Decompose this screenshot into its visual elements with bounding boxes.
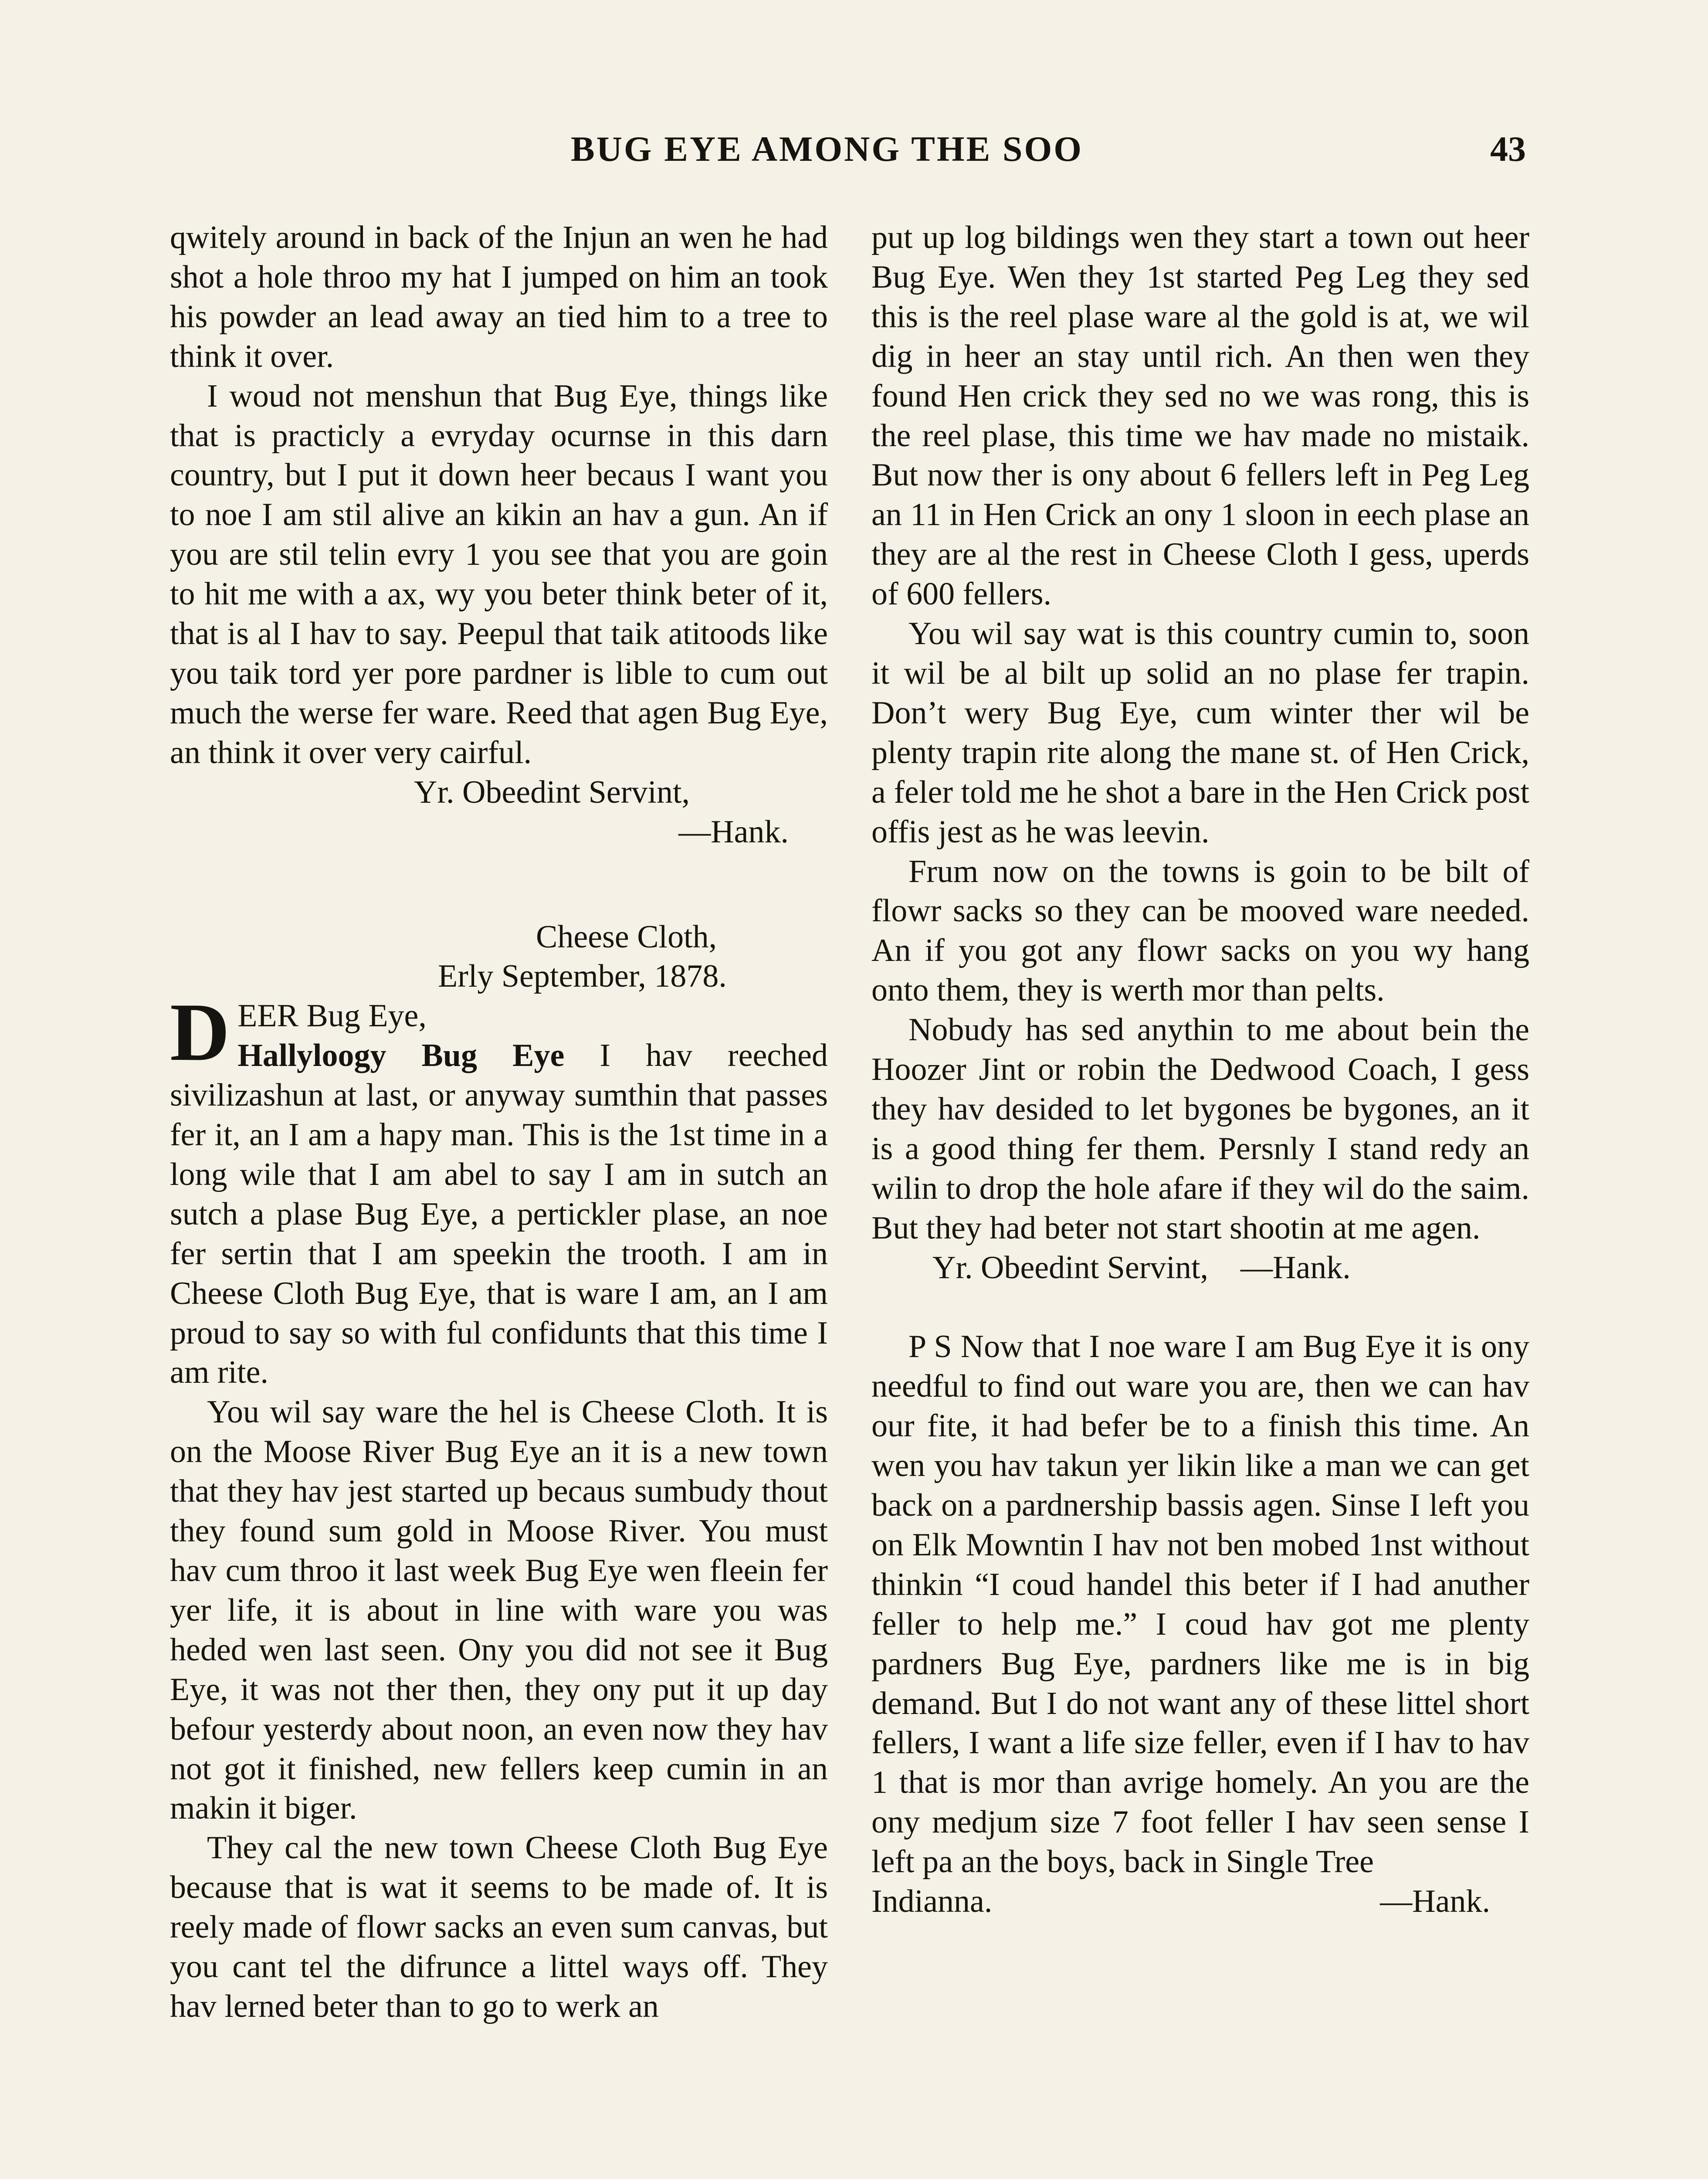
drop-cap: D [170, 987, 230, 1079]
dateline-place: Cheese Cloth, [536, 919, 717, 955]
right-column [871, 218, 1529, 1921]
letter-closing: Yr. Obeedint Servint, [932, 1249, 1209, 1286]
paragraph: I hav reeched sivilizashun at last, or anyway sumthin that passes fer it, an I am a hapy man. This is the 1st time in a long wile that I am abel to say I am in sutch an sutch a plase Bug Eye, a pertickler plase, an noe fer sertin that I am speekin the trooth. I am in Cheese Cloth Bug Eye, that is ware I am, an I am proud to say so with ful confidunts that this time I am rite. [170, 1038, 828, 1391]
dateline-date: Erly September, 1878. [438, 958, 727, 994]
paragraph: qwitely around in back of the Injun an wen he had shot a hole throo my hat I jumped on him an took his powder an lead away an tied him to a tree to think it over. [170, 220, 828, 374]
postscript-signature: —Hank. [1380, 1884, 1490, 1920]
postscript-end [871, 1882, 1529, 1921]
letter-closing: Yr. Obeedint Servint, [414, 774, 690, 810]
paragraph: You wil say ware the hel is Cheese Cloth. It is on the Moose River Bug Eye an it is a new town that they hav jest started up becaus sumbudy thout they found sum gold in Moose River. You must hav cum throo it last week Bug Eye wen fleein fer yer life, it is about in line with ware you was heded wen last seen. Ony you did not see it Bug Eye, it was not ther then, they ony put it up day befour yesterdy about noon, an even now they hav not got it finished, new fellers keep cumin in an makin it biger. [170, 1394, 828, 1826]
page-number: 43 [1490, 129, 1526, 169]
salutation: EER Bug Eye, [237, 998, 427, 1034]
paragraph: Nobudy has sed anythin to me about bein the Hoozer Jint or robin the Dedwood Coach, I gess they hav desided to let bygones be bygones, an it is a good thing fer them. Persnly I stand redy an wilin to drop the hole afare if they wil do the saim. But they had beter not start shootin at me agen. [871, 1012, 1529, 1246]
paragraph: put up log bildings wen they start a town out heer Bug Eye. Wen they 1st started Peg Leg they sed this is the reel plase ware al the gold is at, we wil dig in heer an stay until rich. An then wen they found Hen crick they sed no we was rong, this is the reel plase, this time we hav made no mistaik. But now ther is ony about 6 fellers left in Peg Leg an 11 in Hen Crick an ony 1 sloon in eech plase an they are al the rest in Cheese Cloth I gess, uperds of 600 fellers. [871, 220, 1529, 612]
paragraph: You wil say wat is this country cumin to, soon it wil be al bilt up solid an no plase fer trapin. Don’t wery Bug Eye, cum winter ther wil be plenty trapin rite along the mane st. of Hen Crick, a feler told me he shot a bare in the Hen Crick post offis jest as he was leevin. [871, 616, 1529, 850]
postscript: P S Now that I noe ware I am Bug Eye it is ony needful to find out ware you are, then we can hav our fite, it had befer be to a finish this time. An wen you hav takun yer likin like a man we can get back on a pardnership bassis agen. Sinse I left you on Elk Mowntin I hav not ben mobed 1nst without thinkin “I coud handel this beter if I had anuther feller to help me.” I coud hav got me plenty pardners Bug Eye, pardners like me is in big demand. But I do not want any of these littel short fellers, I want a life size feller, even if I hav to hav 1 that is mor than avrige homely. An you are the ony medjum size 7 foot feller I hav seen sense I left pa an the boys, back in Single Tree [871, 1329, 1529, 1880]
letter-closing-signature [871, 1248, 1529, 1288]
postscript-last-line: Indianna. [871, 1884, 993, 1920]
paragraph: I woud not menshun that Bug Eye, things like that is practicly a evryday ocurnse in this darn country, but I put it down heer becaus I want you to noe I am stil alive an kikin an hav a gun. An if you are stil telin evry 1 you see that you are goin to hit me with a ax, wy you beter think beter of it, that is al I hav to say. Peepul that taik atitoods like you taik tord yer pore pardner is lible to cum out much the werse fer ware. Reed that agen Bug Eye, an think it over very cairful. [170, 378, 828, 770]
dateline [170, 917, 828, 997]
section-gap [170, 852, 828, 917]
paragraph: They cal the new town Cheese Cloth Bug Eye because that is wat it seems to be made of. It is reely made of flowr sacks an even sum canvas, but you cant tel the difrunce a littel ways off. They hav lerned beter than to go to werk an [170, 1830, 828, 2024]
running-head-title: BUG EYE AMONG THE SOO [571, 129, 1084, 169]
letter-signature: —Hank. [1240, 1249, 1351, 1286]
paragraph: Frum now on the towns is goin to be bilt of flowr sacks so they can be mooved ware needed. An if you got any flowr sacks on you wy hang onto them, they is werth mor than pelts. [871, 853, 1529, 1008]
left-column [170, 218, 828, 2026]
letter-opening [170, 987, 828, 1392]
paragraph-lead: Hallyloogy Bug Eye [237, 1038, 565, 1074]
letter-signature: —Hank. [678, 814, 789, 850]
